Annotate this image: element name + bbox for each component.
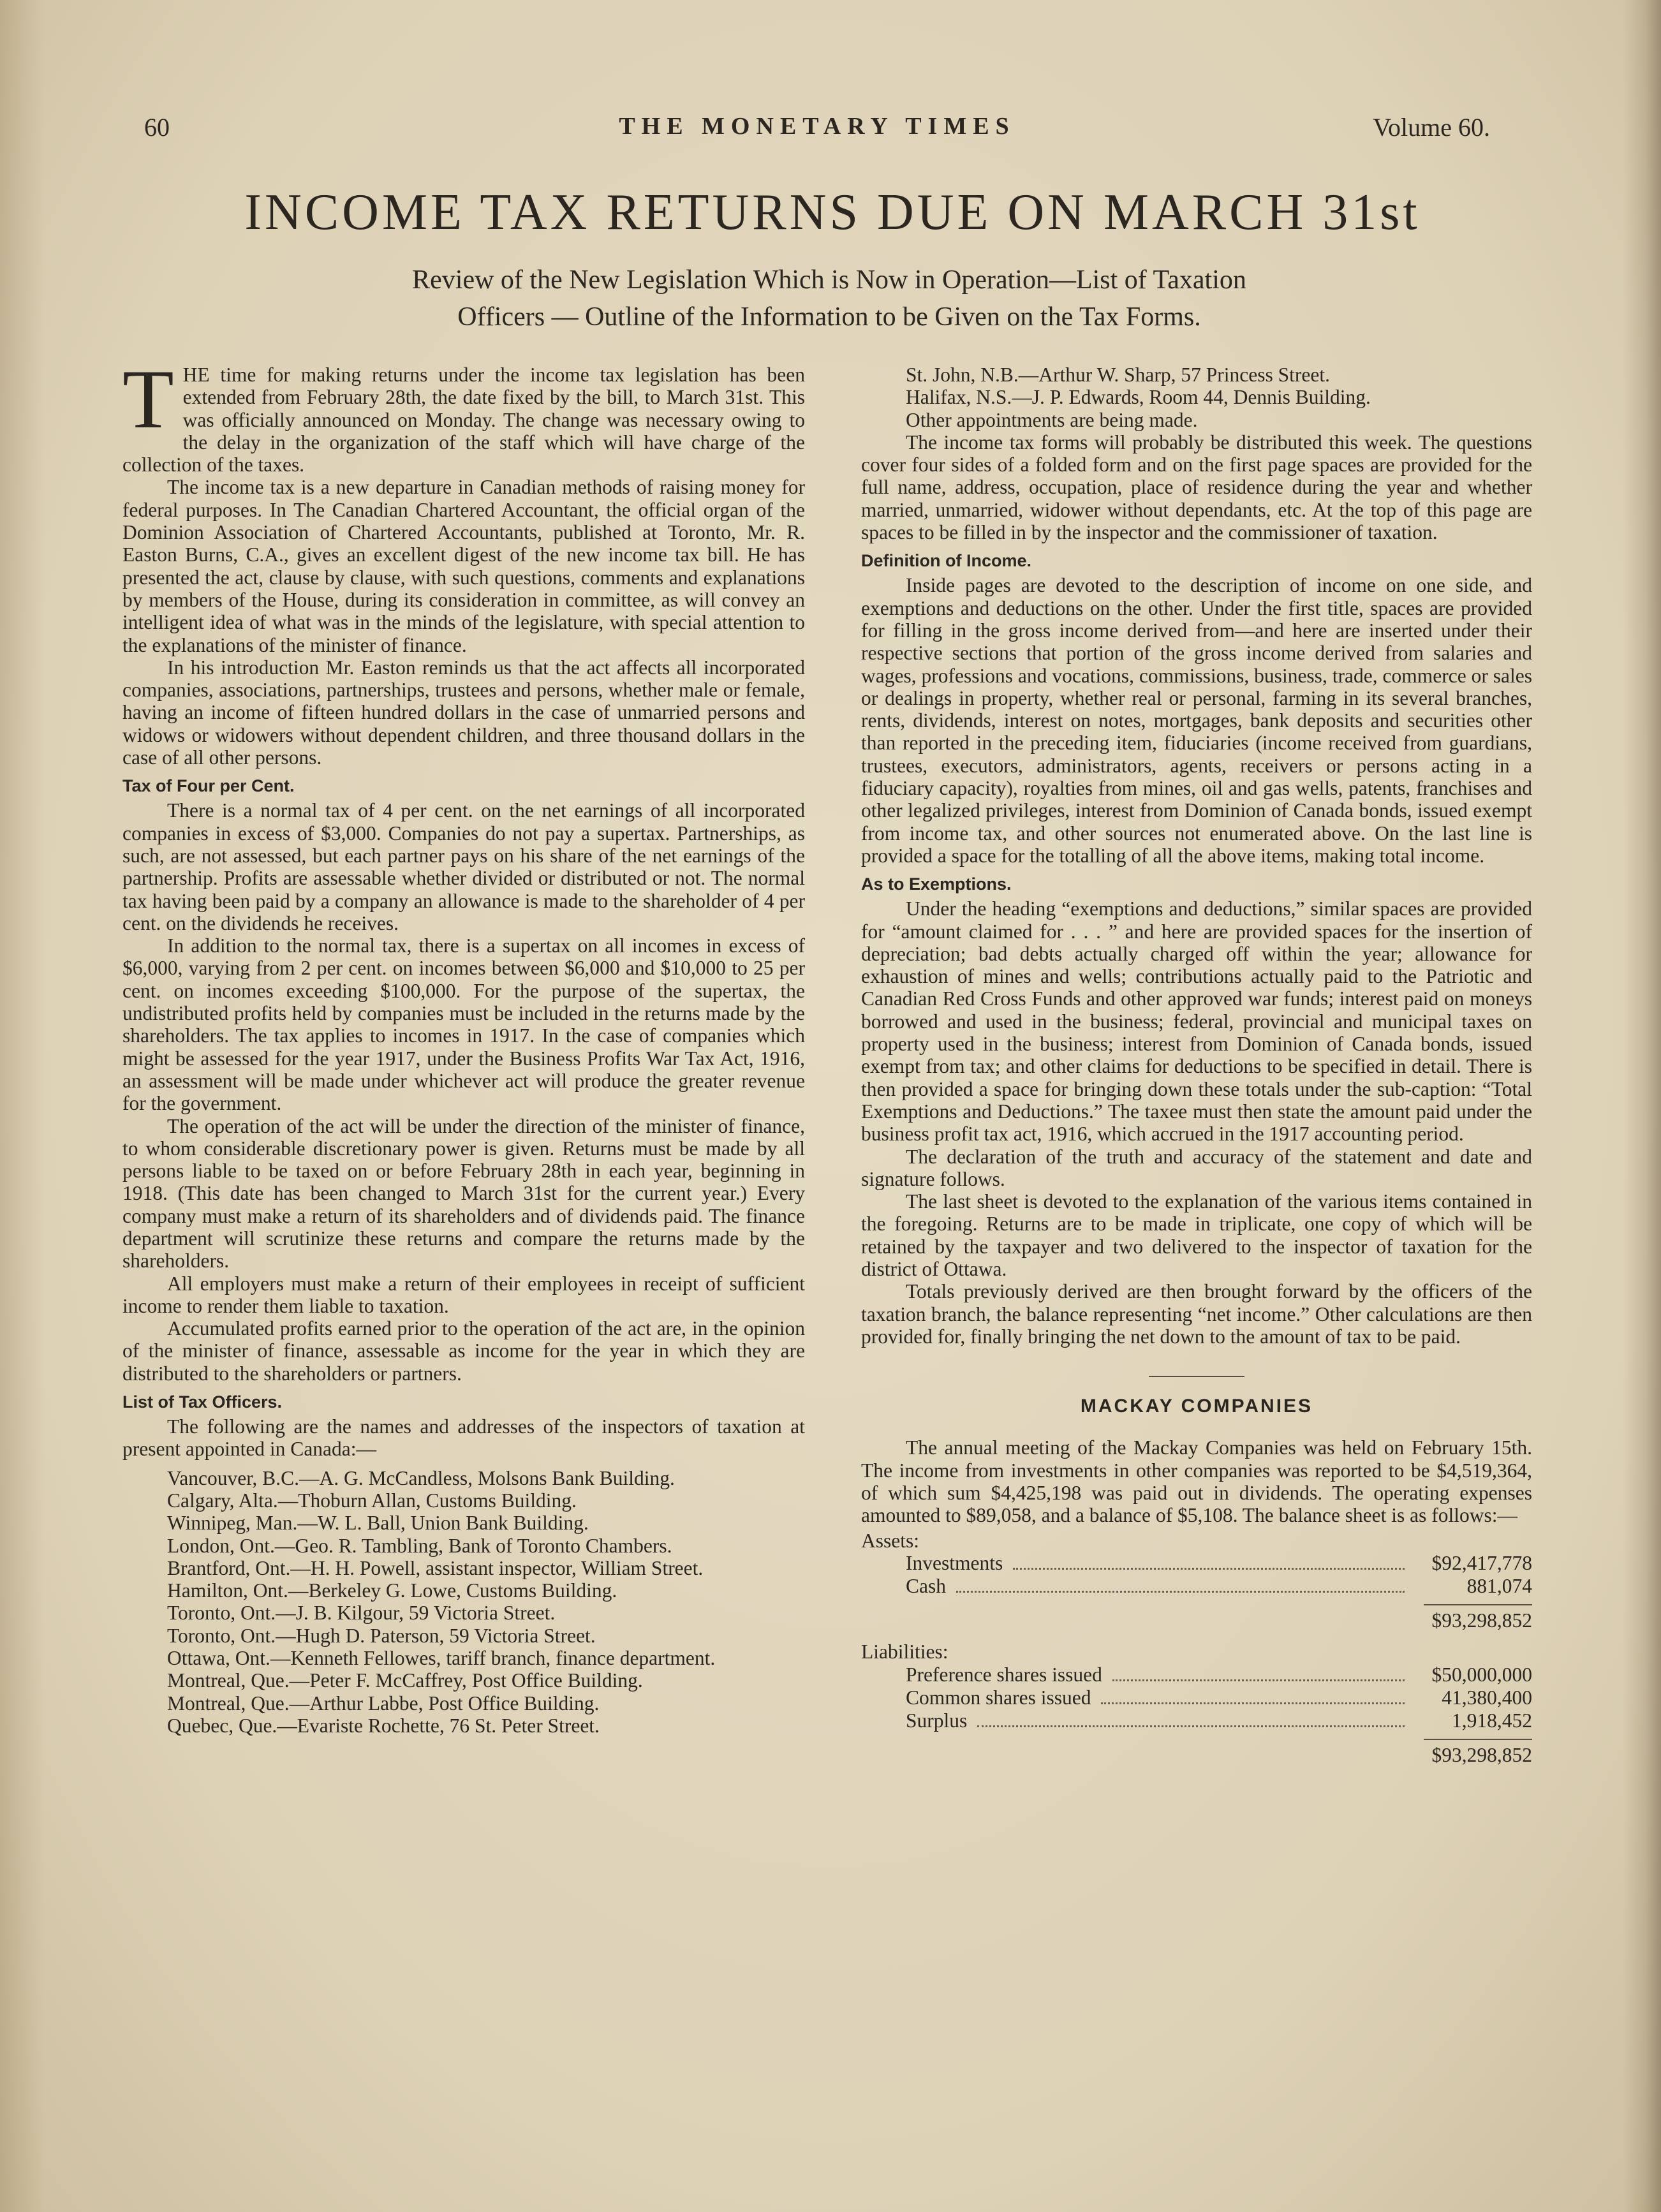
balance-amount: 881,074 xyxy=(1466,1574,1532,1597)
liabilities-label-row xyxy=(861,1641,1532,1663)
balance-label: Surplus xyxy=(906,1709,968,1732)
opening-paragraph-text: HE time for making returns under the income tax legislation has been extended from February 28th, the date fixed by the bill, to March 31st. This was officially announced on Monday. The change was necessary owing to the delay in the organization of the staff which will have charge of the collection of the taxes. xyxy=(122,364,805,476)
assets-total: $93,298,852 xyxy=(1431,1609,1532,1632)
article-headline: INCOME TAX RETURNS DUE ON MARCH 31st xyxy=(244,184,1421,240)
page-edge-shadow-left xyxy=(0,0,45,2212)
running-header xyxy=(144,112,1490,151)
officer-entry: London, Ont.—Geo. R. Tambling, Bank of Toronto Chambers. xyxy=(167,1534,672,1557)
deck-line-2: Officers — Outline of the Information to be Given on the Tax Forms. xyxy=(457,302,1201,332)
dot-leader xyxy=(1101,1702,1405,1704)
deck-line-1: Review of the New Legislation Which is Now in Operation—List of Taxation xyxy=(412,265,1246,295)
balance-row-common xyxy=(861,1686,1532,1709)
paragraph: In addition to the normal tax, there is a supertax on all incomes in excess of $6,000, varying from 2 per cent. on incomes between $6,000 and $10,000 to 25 per cent. on incomes exceeding $100,000. For the purpose of the supertax, the undistributed profits held by companies must be included in the returns made by the shareholders. The tax applies to incomes in 1917. In the case of companies which might be assessed for the year 1917, under the Business Profits War Tax Act, 1916, an assessment will be made under whichever act will produce the greater revenue for the government. xyxy=(122,934,805,1115)
section-divider xyxy=(1149,1376,1244,1377)
assets-label-row xyxy=(861,1530,1532,1552)
dot-leader xyxy=(977,1725,1405,1727)
drop-cap: T xyxy=(122,352,174,446)
masthead: THE MONETARY TIMES xyxy=(619,113,1015,140)
dot-leader xyxy=(1112,1679,1405,1681)
balance-row-surplus xyxy=(861,1709,1532,1732)
balance-label: Investments xyxy=(906,1551,1003,1574)
balance-label: Preference shares issued xyxy=(906,1663,1102,1686)
officer-entry: Toronto, Ont.—Hugh D. Paterson, 59 Victoria Street. xyxy=(167,1624,596,1647)
balance-sheet xyxy=(861,1530,1532,1766)
officer-entry: Brantford, Ont.—H. H. Powell, assistant inspector, William Street. xyxy=(167,1556,704,1579)
paragraph: The last sheet is devoted to the explanation of the various items contained in the foregoing. Returns are to be made in triplicate, one copy of which will be retained by the taxpayer and two delivered to the inspector of taxation for the district of Ottawa. xyxy=(861,1190,1532,1280)
balance-row-cash xyxy=(861,1575,1532,1598)
page-edge-shadow-right xyxy=(1623,0,1661,2212)
officer-entry: St. John, N.B.—Arthur W. Sharp, 57 Princess Street. xyxy=(906,364,1330,386)
page-number: 60 xyxy=(144,113,170,142)
paragraph: The annual meeting of the Mackay Companies was held on February 15th. The income from investments in other companies was reported to be $4,519,364, of which sum $4,425,198 was paid out in dividends. The operating expenses amounted to $89,058, and a balance of $5,108. The balance sheet is as follows:— xyxy=(861,1436,1532,1527)
balance-amount: 1,918,452 xyxy=(1452,1709,1532,1732)
total-rule xyxy=(1424,1604,1532,1605)
dot-leader xyxy=(956,1591,1405,1593)
officer-entry: Halifax, N.S.—J. P. Edwards, Room 44, Dennis Building. xyxy=(906,386,1371,409)
officer-entry: Montreal, Que.—Arthur Labbe, Post Office Building. xyxy=(167,1692,600,1714)
paragraph: In his introduction Mr. Easton reminds us that the act affects all incorporated companies, associations, partnerships, trustees and persons, whether male or female, having an income of fifteen hundred dollars in the case of unmarried persons and widows or widowers without dependent children, and three thousand dollars in the case of all other persons. xyxy=(122,656,805,769)
officer-entry: Montreal, Que.—Peter F. McCaffrey, Post Office Building. xyxy=(167,1669,643,1692)
left-column xyxy=(122,352,805,1737)
section-heading-exemptions: As to Exemptions. xyxy=(861,874,1012,894)
liabilities-label: Liabilities: xyxy=(861,1641,949,1663)
mackay-heading: MACKAY COMPANIES xyxy=(1080,1396,1313,1417)
officer-entry: Ottawa, Ont.—Kenneth Fellowes, tariff branch, finance department. xyxy=(167,1647,716,1670)
paragraph: Totals previously derived are then brought forward by the officers of the taxation branch, the balance representing “net income.” Other calculations are then provided for, finally bringing the net down to the amount of tax to be paid. xyxy=(861,1280,1532,1348)
paragraph: The declaration of the truth and accuracy of the statement and date and signature follows. xyxy=(861,1145,1532,1190)
paragraph: The income tax is a new departure in Canadian methods of raising money for federal purposes. In The Canadian Chartered Accountant, the official organ of the Dominion Association of Chartered Accountants, published at Toronto, Mr. R. Easton Burns, C.A., gives an excellent digest of the new income tax bill. He has presented the act, clause by clause, with such questions, comments and explanations by members of the House, during its consideration in committee, as will convey an intelligent idea of what was in the minds of the legislature, with special attention to the explanations of the minister of finance. xyxy=(122,476,805,656)
paragraph: The operation of the act will be under the direction of the minister of finance, to whom considerable discretionary power is given. Returns must be made by all persons liable to be taxed on or before February 28th in each year, beginning in 1918. (This date has been changed to March 31st for the current year.) Every company must make a return of its shareholders and of dividends paid. The finance department will scrutinize these returns and compare the returns made by the shareholders. xyxy=(122,1114,805,1272)
officer-entry: Other appointments are being made. xyxy=(906,408,1198,431)
officer-entry: Vancouver, B.C.—A. G. McCandless, Molsons Bank Building. xyxy=(167,1466,675,1489)
officer-entry: Quebec, Que.—Evariste Rochette, 76 St. Peter Street. xyxy=(167,1714,600,1737)
section-heading-definition: Definition of Income. xyxy=(861,551,1031,571)
section-heading-tax: Tax of Four per Cent. xyxy=(122,776,295,796)
total-rule xyxy=(1424,1739,1532,1740)
balance-row-investments xyxy=(861,1552,1532,1575)
paragraph: Accumulated profits earned prior to the operation of the act are, in the opinion of the minister of finance, assessable as income for the year in which they are distributed to the shareholders or partners. xyxy=(122,1317,805,1385)
section-heading-officers: List of Tax Officers. xyxy=(122,1392,283,1412)
paragraph: There is a normal tax of 4 per cent. on the net earnings of all incorporated companies in excess of $3,000. Companies do not pay a supertax. Partnerships, as such, are not assessed, but each partner pays on his share of the net earnings of the partnership. Profits are assessable whether divided or distributed or not. The normal tax having been paid by a company an allowance is made to the shareholder of 4 per cent. on the dividends he receives. xyxy=(122,799,805,934)
assets-label: Assets: xyxy=(861,1529,920,1552)
balance-amount: $92,417,778 xyxy=(1431,1551,1532,1574)
liabilities-total: $93,298,852 xyxy=(1431,1743,1532,1766)
officer-entry: Winnipeg, Man.—W. L. Ball, Union Bank Building. xyxy=(167,1512,589,1535)
balance-label: Common shares issued xyxy=(906,1686,1091,1709)
balance-amount: $50,000,000 xyxy=(1431,1663,1532,1686)
opening-paragraph xyxy=(122,352,805,476)
right-column xyxy=(861,364,1532,1775)
balance-amount: 41,380,400 xyxy=(1442,1686,1532,1709)
article-deck xyxy=(255,262,1403,335)
dot-leader xyxy=(1013,1568,1405,1570)
balance-label: Cash xyxy=(906,1574,946,1597)
paragraph: All employers must make a return of their employees in receipt of sufficient income to render them liable to taxation. xyxy=(122,1272,805,1317)
paragraph: Inside pages are devoted to the description of income on one side, and exemptions and deductions on the other. Under the first title, spaces are provided for filling in the gross income derived from—and here are inserted under their respective sections that portion of the gross income derived from salaries and wages, professions and vocations, commissions, business, trade, commerce or sales or dealings in property, whether real or personal, farming in its several branches, rents, dividends, interest on notes, mortgages, bank deposits and securities other than reported in the preceding item, fiduciaries (income received from guardians, trustees, executors, administrators, agents, receivers or persons acting in a fiduciary capacity), royalties from mines, oil and gas wells, patents, franchises and other legalized privileges, interest from Dominion of Canada bonds, issued exempt from income tax, and other sources not enumerated above. On the last line is provided a space for the totalling of all the above items, making total income. xyxy=(861,574,1532,867)
paragraph: Under the heading “exemptions and deductions,” similar spaces are provided for “amount claimed for . . . ” and here are provided spaces for the insertion of depreciation; bad debts actually charged off within the year; allowance for exhaustion of mines and wells; contributions actually paid to the Patriotic and Canadian Red Cross Funds and other approved war funds; interest paid on moneys borrowed and used in the business; federal, provincial and municipal taxes on property used in the business; interest from Dominion of Canada bonds, issued exempt from tax; and other claims for deductions to be specified in detail. There is then provided a space for bringing down these totals under the sub-caption: “Total Exemptions and Deductions.” The taxee must then state the amount paid under the business profit tax act, 1916, which accrued in the 1917 accounting period. xyxy=(861,897,1532,1146)
volume-number: Volume 60. xyxy=(1373,113,1490,142)
officer-entry: Calgary, Alta.—Thoburn Allan, Customs Building. xyxy=(167,1489,577,1512)
officer-entry: Toronto, Ont.—J. B. Kilgour, 59 Victoria Street. xyxy=(167,1602,556,1625)
paragraph: The following are the names and addresses of the inspectors of taxation at present appointed in Canada:— xyxy=(122,1415,805,1461)
balance-row-preference xyxy=(861,1663,1532,1686)
paragraph: The income tax forms will probably be distributed this week. The questions cover four sides of a folded form and on the first page spaces are provided for the full name, address, occupation, place of residence during the year and whether married, unmarried, widower without dependants, etc. At the top of this page are spaces to be filled in by the inspector and the commissioner of taxation. xyxy=(861,431,1532,544)
officer-entry: Hamilton, Ont.—Berkeley G. Lowe, Customs Building. xyxy=(167,1579,617,1602)
